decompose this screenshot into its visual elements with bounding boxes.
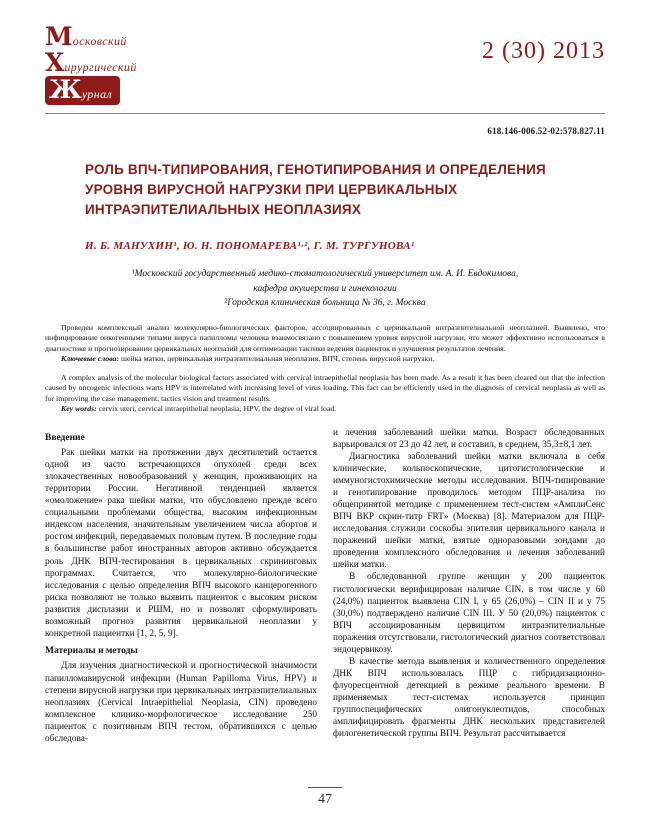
body-paragraph: В обследованной группе женщин у 200 пациенток гистологически верифицирован наличие CIN, в том числе у 60 (24,0%) пациенток выявлена CIN I, у 65 (26,0%) – CIN II и у 75 (30,0%) подтверждено наличие CIN III. У 50 (20,0%) пациенток с ВПЧ ассоциированным цервицитом интраэпителиальные поражения отсутствовали, гистологический диагноз соответствовал эндоцервикозу.	[333, 572, 605, 655]
affiliation-line: ²Городская клиническая больница № 36, г. Москва	[224, 297, 426, 308]
logo-rest-kh: ирургический	[64, 59, 137, 74]
keywords-ru	[45, 354, 605, 364]
left-column	[45, 427, 317, 745]
logo-word-zhurnal	[45, 76, 120, 105]
keywords-ru-text: шейка матки, цервикальная интраэпителиальная неоплазия, ВПЧ, степень вирусной нагрузки.	[120, 354, 435, 364]
logo-initial-m: М	[45, 22, 73, 51]
body-paragraph: В качестве метода выявления и количественного определения ДНК ВПЧ использовалась ПЦР с гибридизационно-флуоресцентной детекцией в режиме реального времени. В применяемых тест-системах используется принцип группоспецифических олигонуклеотидов, способных амплифицировать фрагменты ДНК нескольких представителей филогенетической группы ВПЧ. Результат рассчитывается	[333, 656, 605, 740]
udc-code: 618.146-006.52-02:578.827.11	[487, 125, 605, 136]
keywords-en-label: Key words:	[61, 404, 97, 414]
logo-initial-zh: Ж	[49, 75, 82, 104]
section-heading-materials: Материалы и методы	[45, 646, 138, 657]
keywords-ru-label: Ключевые слова:	[61, 354, 120, 364]
logo-word-khirurgichesky	[45, 47, 137, 77]
article-title: РОЛЬ ВПЧ-ТИПИРОВАНИЯ, ГЕНОТИПИРОВАНИЯ И ОПРЕДЕЛЕНИЯ УРОВНЯ ВИРУСНОЙ НАГРУЗКИ ПРИ ЦЕРВИКАЛЬНЫХ ИНТРАЭПИТЕЛИАЛЬНЫХ НЕОПЛАЗИЯХ	[85, 161, 546, 217]
abstract-russian	[45, 323, 605, 365]
keywords-en-text: cervix uteri, cervical intraepithelial neoplasia, HPV, the degree of viral load.	[98, 404, 337, 414]
page-number: 47	[318, 792, 332, 807]
authors-line: И. Б. МАНУХИН¹, Ю. Н. ПОНОМАРЕВА¹·², Г. М. ТУРГУНОВА¹	[85, 240, 415, 253]
logo-rest-m: осковский	[72, 34, 127, 48]
abstract-ru-text: Проведен комплексный анализ молекулярно-биологических факторов, ассоциированных с цервикальной интраэпителиальной неоплазией. Выявлено, что инфицирование онкогенными типами вируса папилломы человека взаимосвязано с повышением уровня вирусной нагрузки, что может эффективно использоваться в диагностике и прогнозировании цервикальных неоплазий для оптимизации тактики ведения пациенток и улучшения результатов лечения.	[45, 323, 605, 353]
logo-initial-kh: Х	[45, 47, 65, 77]
section-heading-introduction: Введение	[45, 432, 85, 443]
keywords-en	[45, 404, 605, 414]
affiliation-line: ¹Московский государственный медико-стоматологический университет им. А. И. Евдокимова,	[131, 269, 519, 280]
body-paragraph: Для изучения диагностической и прогностической значимости папилломавирусной инфекции (Human Papilloma Virus, HPV) и степени вирусной нагрузки при цервикальных интраэпителиальных неоплазиях (Cervical Intraepithelial Neoplasia, CIN) проведено комплексное клинико-морфологическое исследование 250 пациенток с позитивным ВПЧ тестом, обратившихся с целью обследова-	[45, 661, 317, 744]
article-body	[45, 427, 605, 745]
footer-divider	[308, 787, 342, 788]
masthead	[45, 24, 605, 114]
logo-rest-zh: урнал	[81, 87, 113, 101]
page-footer	[0, 787, 650, 808]
journal-logo	[45, 24, 137, 105]
logo-word-moskovsky	[45, 24, 137, 50]
body-paragraph: Диагностика заболеваний шейки матки включала в себя клинические, кольпоскопические, цитогистологические и иммуногистохимические методы исследования. ВПЧ-типирование и генотипирование проводилось методом ПЦР-анализа по общепринятой методике с применением тест-систем «АмплиСенс ВПЧ ВКР скрин-титр FRT» (Москва) [8]. Материалом для ПЦР-исследования служили соскобы эпителия цервикального канала и поражений шейки матки, взятые одноразовыми зондами до проведения комплексного обследования и лечения заболеваний шейки матки.	[333, 451, 605, 571]
abstract-english	[45, 373, 605, 415]
body-paragraph: Рак шейки матки на протяжении двух десятилетий остается одной из часто встречающихся опухолей среди всех злокачественных новообразований у женщин, проживающих на территории России. Негативной тенденцией является «омоложение» рака шейки матки, что обусловлено прежде всего социальными проблемами общества, высоким инфекционным индексом населения, значительным увеличением числа абортов и ростом инфекций, передаваемых половым путем. В последние годы в большинстве работ иностранных авторов активно обсуждается роль ДНК ВПЧ-тестирования в цервикальных скрининговых программах. Считается, что молекулярно-биологические исследования с целью определения ВПЧ высокого канцерогенного риска позволяют не только выявить пациенток с высоким риском развития дисплазии и РШМ, но и позволят сформулировать возможный прогноз развития цервикальной неоплазии у конкретной пациентки [1, 2, 5, 9].	[45, 447, 317, 640]
affiliation-line: кафедра акушерства и гинекологии	[253, 283, 397, 294]
body-paragraph: и лечения заболеваний шейки матки. Возраст обследованных варьировался от 23 до 42 лет, и составил, в среднем, 35,3±8,1 лет.	[333, 427, 605, 450]
affiliations	[45, 267, 605, 310]
issue-number: 2 (30) 2013	[482, 38, 605, 64]
abstract-en-text: A complex analysis of the molecular biological factors associated with cervical intraepithelial neoplasia has been made. As a result it has been cleared out that the infection caused by oncogenic infectious warts HPV is interrelated with increasing level of virus loading. This fact can be efficiently used in the diagnosis of cervical neoplasia as well as for improving the case management, tactics vision and treatment results.	[45, 372, 605, 403]
right-column	[333, 427, 605, 745]
